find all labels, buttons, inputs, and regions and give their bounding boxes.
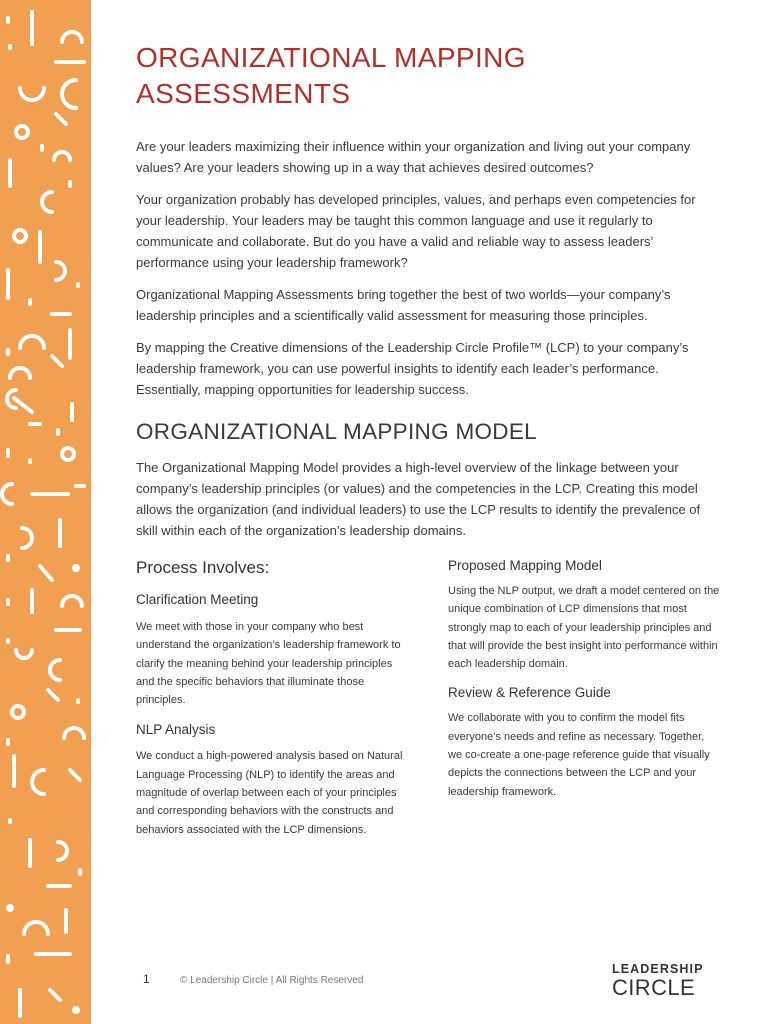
process-heading: Process Involves: (136, 558, 270, 577)
review-title: Review & Reference Guide (448, 685, 611, 701)
logo-text-bottom: CIRCLE (612, 975, 696, 1000)
main-content (136, 40, 720, 541)
model-paragraph: The Organizational Mapping Model provides a high-level overview of the linkage between your company’s leadership principles (or values) and the competencies in the LCP. Creating this model allows the organization (and individual leaders) to use the LCP results to identify the prevalence of skill within each of the organization’s leadership domains. (136, 460, 701, 538)
clarification-title: Clarification Meeting (136, 592, 259, 607)
page-title: ORGANIZATIONAL MAPPING ASSESSMENTS (136, 42, 526, 109)
clarification-text: We meet with those in your company who best understand the organization’s leadership framework to clarify the meaning behind your leadership principles and the specific behaviors that illuminate those principles. (136, 621, 401, 707)
process-left-column (136, 556, 408, 839)
intro-paragraph-4: By mapping the Creative dimensions of the Leadership Circle Profile™ (LCP) to your company’s leadership framework, you can use powerful insights to identify each leader’s performance. Essentially, mapping opportunities for leadership success. (136, 340, 689, 397)
leadership-circle-logo (612, 962, 722, 1000)
nlp-text: We conduct a high-powered analysis based on Natural Language Processing (NLP) to identify the areas and magnitude of overlap between each of your principles and corresponding behaviors with the constructs and behaviors associated with the LCP dimensions. (136, 750, 403, 836)
intro-paragraph-3: Organizational Mapping Assessments bring together the best of two worlds—your company’s leadership principles and a scientifically valid assessment for measuring those principles. (136, 287, 671, 323)
process-right-column (448, 556, 720, 801)
model-heading: ORGANIZATIONAL MAPPING MODEL (136, 419, 537, 444)
decorative-side-band (0, 0, 91, 1024)
proposed-title: Proposed Mapping Model (448, 558, 602, 573)
intro-paragraph-2: Your organization probably has developed principles, values, and perhaps even competencies for your leadership. Your leaders may be taught this common language and use it regularly to communicate and collaborate. But do you have a valid and reliable way to assess leaders’ performance using your leadership framework? (136, 192, 696, 270)
pattern-graphic (0, 0, 91, 1024)
nlp-title: NLP Analysis (136, 722, 216, 738)
copyright-text: © Leadership Circle | All Rights Reserved (180, 975, 364, 986)
page-number: 1 (143, 972, 150, 986)
review-text: We collaborate with you to confirm the model fits everyone’s needs and refine as necessary. Together, we co-create a one-page reference guide that visually depicts the connections between the LCP and your leadership framework. (448, 712, 710, 798)
logo-text-top: LEADERSHIP (612, 962, 704, 976)
proposed-text: Using the NLP output, we draft a model centered on the unique combination of LCP dimensions that most strongly map to each of your leadership principles and that will provide the best insight into performance within each leadership domain. (448, 585, 720, 671)
intro-paragraph-1: Are your leaders maximizing their influence within your organization and living out your company values? Are your leaders showing up in a way that achieves desired outcomes? (136, 139, 691, 175)
